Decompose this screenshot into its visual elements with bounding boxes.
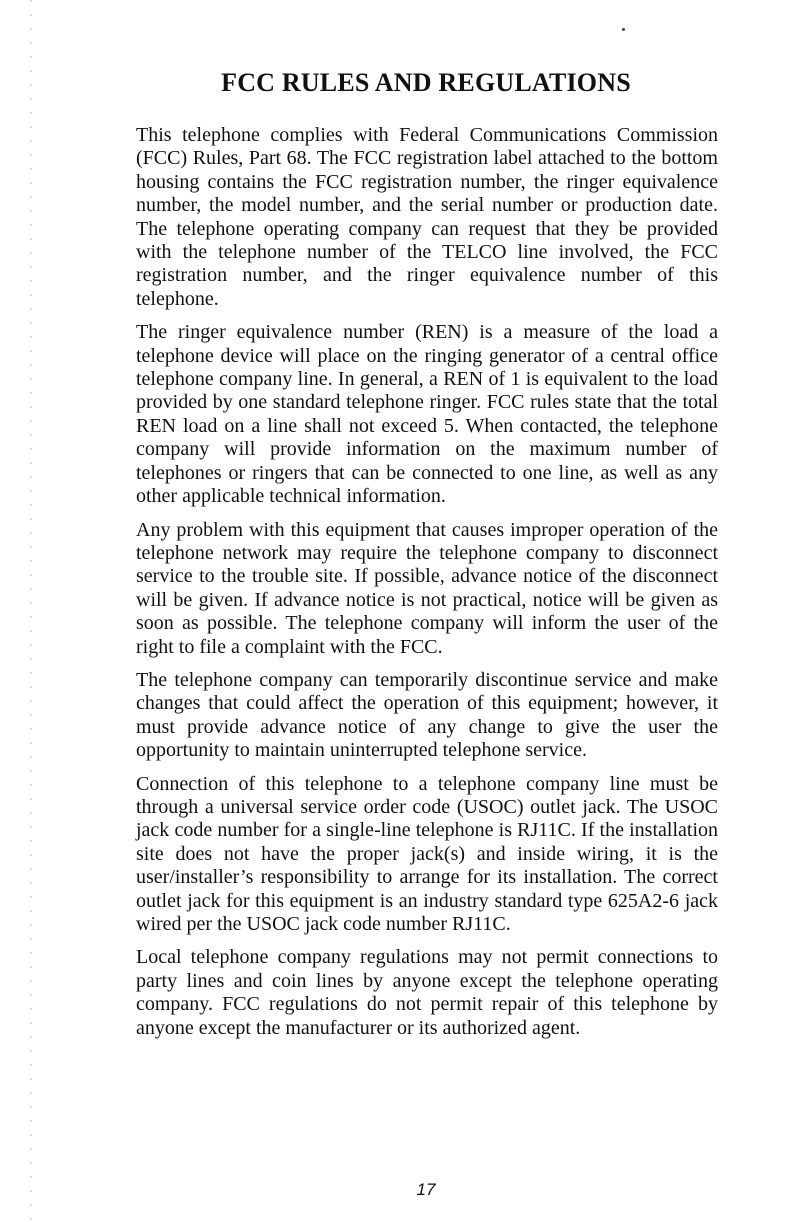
paragraph-usoc-jack: Connection of this telephone to a telephone company line must be through a universal service order code (USOC) outlet jack. The USOC jack code number for a single-line telephone is RJ11C. If the installation site does not have the proper jack(s) and inside wiring, it is the user/installer’s responsibility to arrange for its installation. The correct outlet jack for this equipment is an industry standard type 625A2-6 jack wired per the USOC jack code number RJ11C. (136, 772, 718, 935)
body-text (136, 124, 718, 1050)
scan-speck (622, 28, 625, 31)
binding-edge-marks (30, 0, 32, 1222)
paragraph-equipment-problems: Any problem with this equipment that causes improper operation of the telephone network may require the telephone company to disconnect service to the trouble site. If possible, advance notice of the disconnect will be given. If advance notice is not practical, notice will be given as soon as possible. The telephone company will inform the user of the right to file a complaint with the FCC. (136, 518, 718, 658)
paragraph-ringer-equivalence: The ringer equivalence number (REN) is a measure of the load a telephone device will place on the ringing generator of a central office telephone company line. In general, a REN of 1 is equivalent to the load provided by one standard telephone ringer. FCC rules state that the total REN load on a line shall not exceed 5. When contacted, the telephone company will provide information on the maximum number of telephones or ringers that can be connected to one line, as well as any other applicable technical information. (136, 321, 718, 508)
page-number: 17 (416, 1180, 436, 1199)
paragraph-party-lines: Local telephone company regulations may not permit connections to party lines and coin lines by anyone except the telephone operating company. FCC regulations do not permit repair of this telephone by anyone except the manufacturer or its authorized agent. (136, 946, 718, 1039)
paragraph-fcc-compliance: This telephone complies with Federal Communications Commission (FCC) Rules, Part 68. The FCC registration label attached to the bottom housing contains the FCC registration number, the ringer equivalence number, the model number, and the serial number or production date. The telephone operating company can request that they be provided with the telephone number of the TELCO line involved, the FCC registration number, and the ringer equivalence number of this telephone. (136, 124, 718, 310)
page-title: FCC RULES AND REGULATIONS (221, 68, 631, 97)
paragraph-service-changes: The telephone company can temporarily discontinue service and make changes that could affect the operation of this equipment; however, it must provide advance notice of any change to give the user the opportunity to maintain uninterrupted telephone service. (136, 668, 718, 762)
